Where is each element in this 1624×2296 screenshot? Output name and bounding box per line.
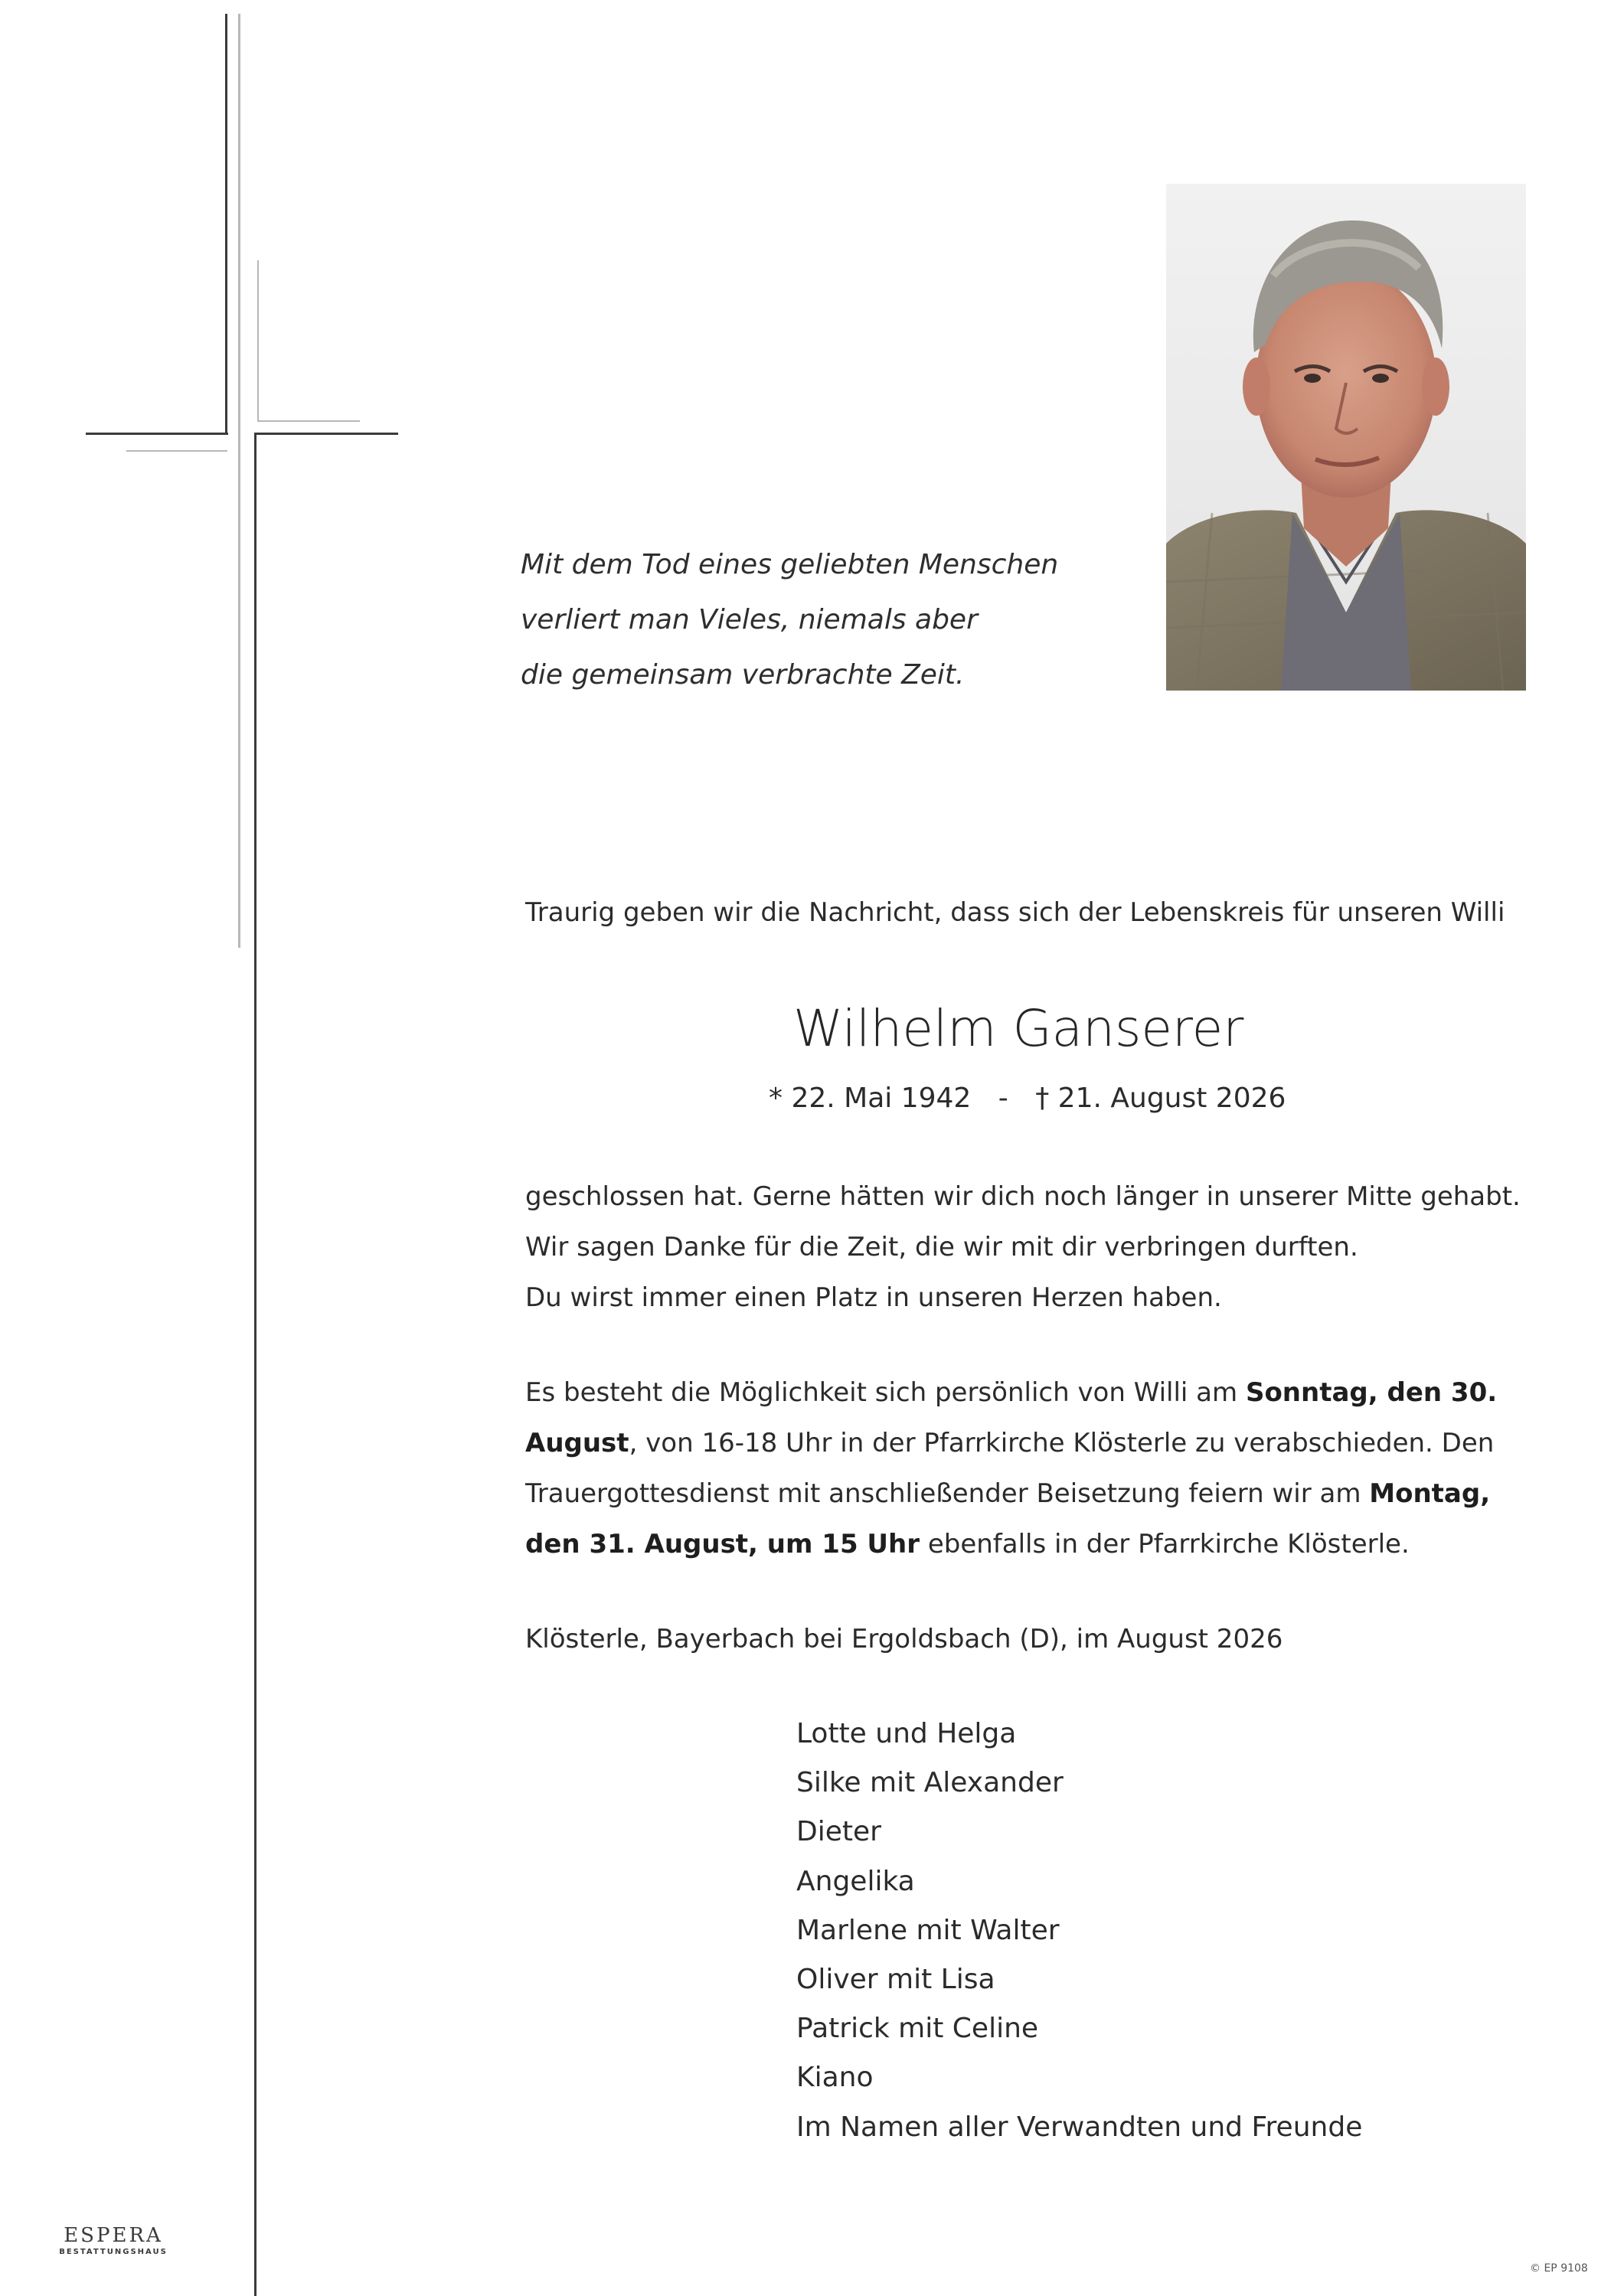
mourner: Marlene mit Walter (796, 1914, 1060, 1946)
logo-brand: ESPERA (64, 2224, 163, 2247)
funeral-day: Montag, (1369, 1478, 1491, 1509)
mourner: Im Namen aller Verwandten und Freunde (796, 2111, 1363, 2143)
quote-line: die gemeinsam verbrachte Zeit. (521, 659, 965, 691)
mourner: Silke mit Alexander (796, 1767, 1064, 1799)
death-date: † 21. August 2026 (1035, 1083, 1286, 1114)
date-separator: - (998, 1083, 1008, 1114)
visitation-date: Sonntag, den 30. (1245, 1377, 1498, 1408)
paragraph-line: Du wirst immer einen Platz in unseren Herzen haben. (525, 1282, 1222, 1313)
logo-subtitle: BESTATTUNGSHAUS (59, 2248, 168, 2256)
paragraph-text: Trauergottesdienst mit anschließender Beisetzung feiern wir am (525, 1478, 1370, 1509)
intro-text: Traurig geben wir die Nachricht, dass sich der Lebenskreis für unseren Willi (525, 897, 1505, 928)
paragraph-line (525, 1468, 1497, 1519)
portrait-photo (1166, 184, 1526, 691)
mourner: Kiano (796, 2062, 874, 2094)
paragraph-text: , von 16-18 Uhr in der Pfarrkirche Klösterle zu verabschieden. Den (629, 1428, 1495, 1458)
place-date (525, 1614, 1283, 1664)
quote-line: Mit dem Tod eines geliebten Menschen (521, 549, 1059, 580)
place-date-text: Klösterle, Bayerbach bei Ergoldsbach (D), im August 2026 (525, 1624, 1283, 1654)
paragraph-text: ebenfalls in der Pfarrkirche Klösterle. (920, 1529, 1410, 1560)
paragraph-line: geschlossen hat. Gerne hätten wir dich noch länger in unserer Mitte gehabt. (525, 1181, 1521, 1212)
memorial-quote (521, 537, 1072, 703)
deceased-name: Wilhelm Ganserer (793, 999, 1244, 1058)
mourner: Patrick mit Celine (796, 2013, 1039, 2045)
funeral-home-logo (52, 2224, 175, 2258)
visitation-month: August (525, 1428, 629, 1458)
mourners-list (796, 1710, 1362, 2152)
paragraph-text: Es besteht die Möglichkeit sich persönlich von Willi am (525, 1377, 1246, 1408)
service-paragraph (525, 1367, 1497, 1569)
paragraph-line (525, 1367, 1497, 1418)
paragraph-line (525, 1418, 1497, 1468)
mourner: Angelika (796, 1865, 915, 1897)
paragraph-line (525, 1519, 1497, 1569)
mourner: Lotte und Helga (796, 1718, 1017, 1749)
mourner: Dieter (796, 1816, 881, 1848)
print-code: © EP 9108 (1530, 2262, 1588, 2275)
paragraph-line: Wir sagen Danke für die Zeit, die wir mit dir verbringen durften. (525, 1232, 1358, 1262)
birth-date: * 22. Mai 1942 (769, 1083, 972, 1114)
closing-paragraph (525, 1171, 1521, 1323)
quote-line: verliert man Vieles, niemals aber (521, 604, 978, 635)
mourner: Oliver mit Lisa (796, 1964, 995, 1996)
life-dates (769, 1079, 1286, 1118)
funeral-datetime: den 31. August, um 15 Uhr (525, 1529, 920, 1560)
